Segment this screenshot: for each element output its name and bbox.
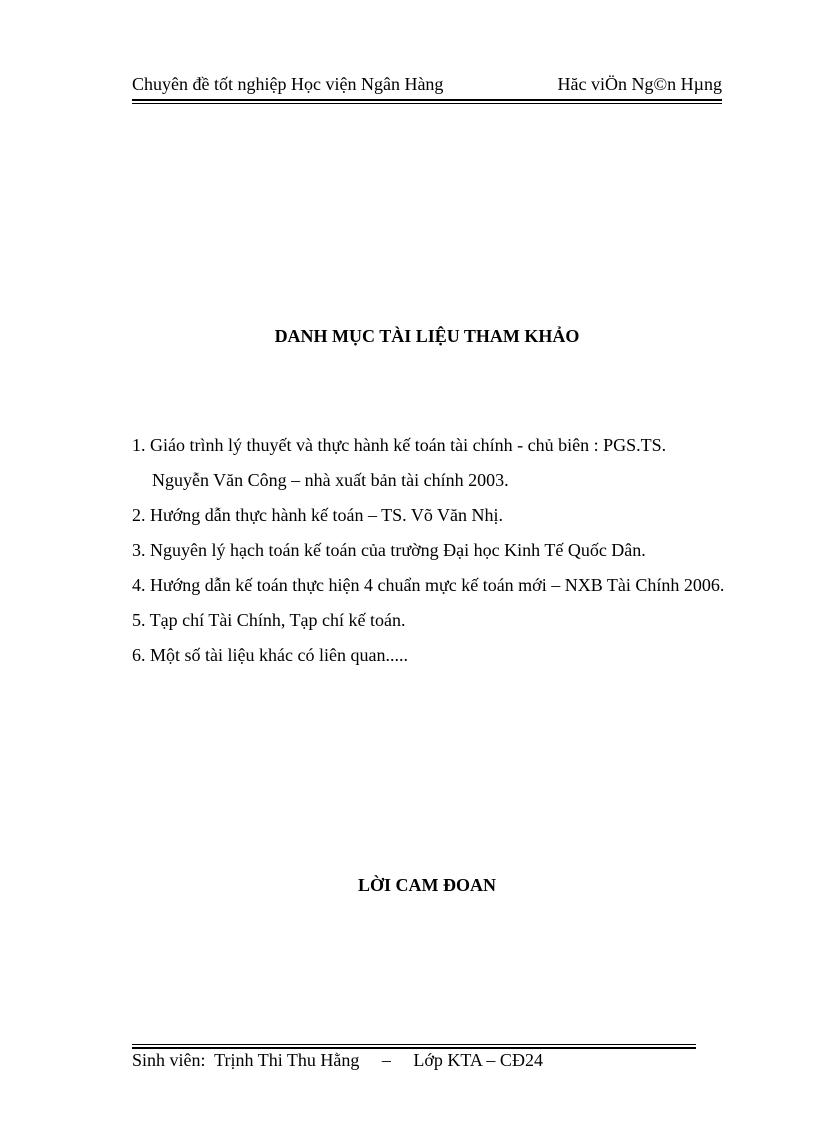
commitment-title: LỜI CAM ĐOAN bbox=[358, 875, 496, 895]
reference-text: 5. Tạp chí Tài Chính, Tạp chí kế toán. bbox=[132, 610, 406, 630]
header-rule-thick bbox=[132, 99, 722, 101]
reference-text: 1. Giáo trình lý thuyết và thực hành kế toán tài chính - chủ biên : PGS.TS. bbox=[132, 435, 667, 455]
header-rule-thin bbox=[132, 103, 722, 104]
footer-rule-thick bbox=[132, 1047, 696, 1049]
reference-text: 4. Hướng dẫn kế toán thực hiện 4 chuẩn mực kế toán mới – NXB Tài Chính 2006. bbox=[132, 575, 725, 595]
references-title: DANH MỤC TÀI LIỆU THAM KHẢO bbox=[274, 326, 580, 346]
reference-text: 3. Nguyên lý hạch toán kế toán của trường Đại học Kinh Tế Quốc Dân. bbox=[132, 540, 646, 560]
reference-text-continued: Nguyễn Văn Công – nhà xuất bản tài chính 2003. bbox=[152, 470, 509, 490]
reference-item bbox=[132, 568, 740, 603]
reference-item bbox=[132, 533, 740, 568]
reference-item bbox=[132, 603, 740, 638]
references-list bbox=[132, 428, 740, 673]
reference-text: 2. Hướng dẫn thực hành kế toán – TS. Võ Văn Nhị. bbox=[132, 505, 503, 525]
footer-text: Sinh viên: Trịnh Thi Thu Hằng – Lớp KTA – CĐ24 bbox=[132, 1050, 543, 1070]
reference-item bbox=[132, 428, 740, 498]
footer-rule-thin bbox=[132, 1044, 696, 1045]
header-left-text: Chuyên đề tốt nghiệp Học viện Ngân Hàng bbox=[132, 74, 444, 94]
header-right-text: Hăc viÖn Ng©n Hµng bbox=[557, 74, 722, 94]
reference-item bbox=[132, 498, 740, 533]
reference-item bbox=[132, 638, 740, 673]
reference-text: 6. Một số tài liệu khác có liên quan..... bbox=[132, 645, 408, 665]
